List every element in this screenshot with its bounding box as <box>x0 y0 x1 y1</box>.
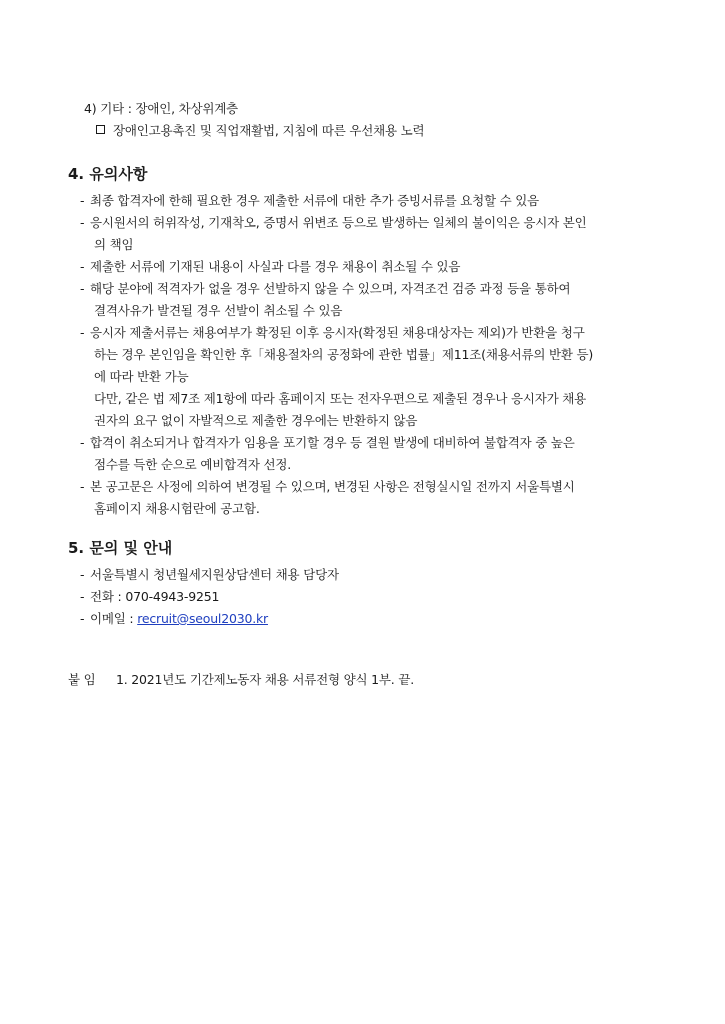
sec4-item-cont: 결격사유가 발견될 경우 선발이 취소될 수 있음 <box>94 303 343 318</box>
contact-email: - 이메일 : recruit@seoul2030.kr <box>80 611 268 626</box>
sec4-item: - 해당 분야에 적격자가 없을 경우 선발하지 않을 수 있으며, 자격조건 검증 과정 등을 통하여 <box>80 281 571 296</box>
sec3-item4-sub-text: 장애인고용촉진 및 직업재활법, 지침에 따른 우선채용 노력 <box>113 123 425 138</box>
sec4-item-cont: 하는 경우 본인임을 확인한 후「채용절차의 공정화에 관한 법률」제11조(채용서류의 반환 등) <box>94 347 594 362</box>
sec4-item: - 제출한 서류에 기재된 내용이 사실과 다를 경우 채용이 취소될 수 있음 <box>80 259 461 274</box>
sec4-item-cont: 점수를 득한 순으로 예비합격자 선정. <box>94 457 291 472</box>
sec4-item: - 응시원서의 허위작성, 기재착오, 증명서 위변조 등으로 발생하는 일체의 불이익은 응시자 본인 <box>80 215 587 230</box>
contact-phone: - 전화 : 070-4943-9251 <box>80 589 220 604</box>
sec4-item-cont: 홈페이지 채용시험란에 공고함. <box>94 501 260 516</box>
sec3-item4-sub <box>96 123 424 139</box>
sec4-item: - 합격이 취소되거나 합격자가 임용을 포기할 경우 등 결원 발생에 대비하여 불합격자 중 높은 <box>80 435 575 450</box>
section-5-title: 5. 문의 및 안내 <box>68 539 173 557</box>
sec3-item4-label: 4) 기타 : 장애인, 차상위계층 <box>84 101 239 116</box>
phone-number: 070-4943-9251 <box>125 589 220 604</box>
sec4-item: - 최종 합격자에 한해 필요한 경우 제출한 서류에 대한 추가 증빙서류를 요청할 수 있음 <box>80 193 540 208</box>
square-bullet-icon <box>96 125 105 134</box>
attachment-label: 붙 임 <box>68 672 96 687</box>
sec4-item: - 응시자 제출서류는 채용여부가 확정된 이후 응시자(확정된 채용대상자는 제외)가 반환을 청구 <box>80 325 585 340</box>
sec4-item-cont: 의 책임 <box>94 237 134 252</box>
contact-name: - 서울특별시 청년월세지원상담센터 채용 담당자 <box>80 567 339 582</box>
sec4-item-cont: 권자의 요구 없이 자발적으로 제출한 경우에는 반환하지 않음 <box>94 413 418 428</box>
sec4-item-cont: 다만, 같은 법 제7조 제1항에 따라 홈페이지 또는 전자우편으로 제출된 경우나 응시자가 채용 <box>94 391 587 406</box>
sec4-item-cont: 에 따라 반환 가능 <box>94 369 189 384</box>
attachment-text: 1. 2021년도 기간제노동자 채용 서류전형 양식 1부. 끝. <box>116 672 415 687</box>
email-link[interactable]: recruit@seoul2030.kr <box>137 611 268 626</box>
section-4-title: 4. 유의사항 <box>68 165 148 183</box>
sec4-item: - 본 공고문은 사정에 의하여 변경될 수 있으며, 변경된 사항은 전형실시일 전까지 서울특별시 <box>80 479 575 494</box>
